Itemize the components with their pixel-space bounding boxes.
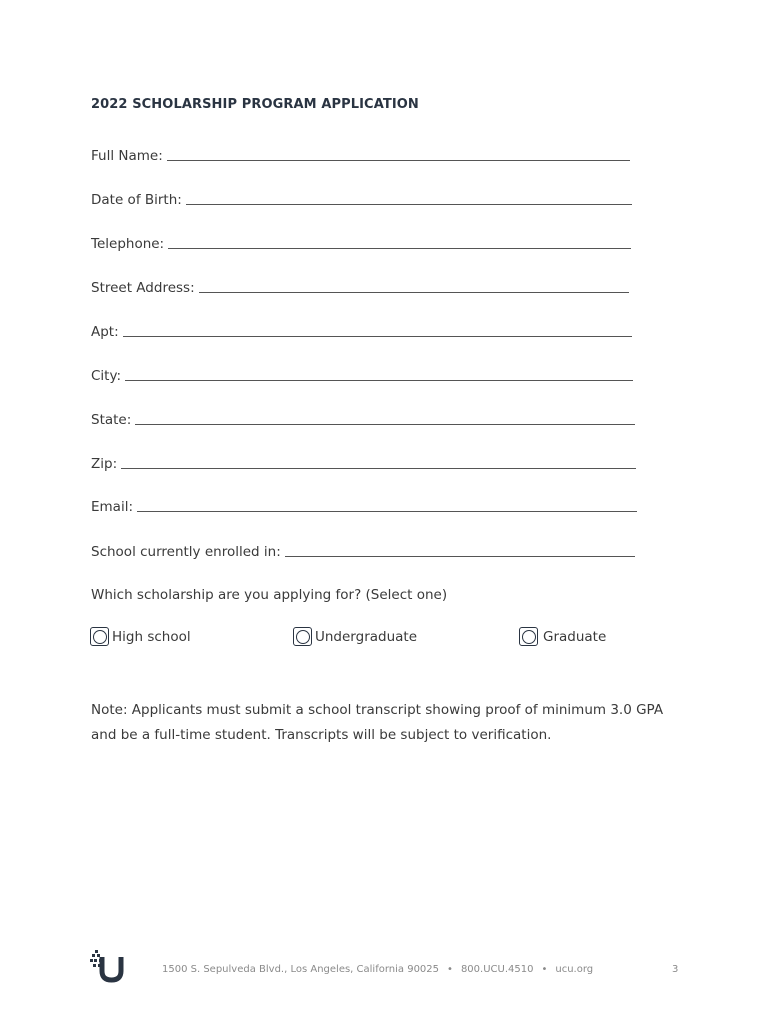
full-name-label: Full Name: bbox=[91, 148, 163, 164]
date-of-birth-field[interactable] bbox=[91, 192, 632, 208]
apt-label: Apt: bbox=[91, 324, 119, 340]
transcript-note: Note: Applicants must submit a school transcript showing proof of minimum 3.0 GPA and be a full-time student. Transcripts will be subject to verification. bbox=[91, 702, 664, 743]
footer-address: 1500 S. Sepulveda Blvd., Los Angeles, California 90025 bbox=[162, 964, 440, 975]
apt-field[interactable] bbox=[91, 324, 632, 340]
radio-circle-icon bbox=[522, 630, 536, 644]
city-field[interactable] bbox=[91, 368, 633, 384]
zip-field[interactable] bbox=[91, 456, 636, 472]
zip-line[interactable] bbox=[121, 467, 636, 469]
graduate-label: Graduate bbox=[543, 628, 607, 645]
city-line[interactable] bbox=[125, 379, 633, 381]
footer-website: ucu.org bbox=[555, 964, 594, 975]
date-of-birth-label: Date of Birth: bbox=[91, 192, 182, 208]
form-title: 2022 SCHOLARSHIP PROGRAM APPLICATION bbox=[91, 97, 419, 112]
school-enrolled-label: School currently enrolled in: bbox=[91, 544, 281, 560]
scholarship-question: Which scholarship are you applying for? (Select one) bbox=[91, 587, 448, 603]
graduate-radio[interactable] bbox=[519, 627, 538, 646]
state-line[interactable] bbox=[135, 423, 635, 425]
full-name-line[interactable] bbox=[167, 159, 630, 161]
apt-line[interactable] bbox=[123, 335, 632, 337]
radio-circle-icon bbox=[93, 630, 107, 644]
school-enrolled-line[interactable] bbox=[285, 555, 635, 557]
zip-label: Zip: bbox=[91, 456, 118, 472]
undergraduate-label: Undergraduate bbox=[315, 628, 418, 645]
telephone-line[interactable] bbox=[168, 247, 631, 249]
footer-separator: • bbox=[541, 964, 548, 975]
radio-circle-icon bbox=[296, 630, 310, 644]
footer-separator: • bbox=[447, 964, 453, 975]
street-address-field[interactable] bbox=[91, 280, 629, 296]
page-number: 3 bbox=[672, 964, 679, 975]
street-address-label: Street Address: bbox=[91, 280, 195, 296]
email-line[interactable] bbox=[137, 510, 637, 512]
footer-phone: 800.UCU.4510 bbox=[460, 964, 534, 975]
footer-contact bbox=[162, 964, 593, 975]
telephone-field[interactable] bbox=[91, 236, 631, 252]
high-school-radio[interactable] bbox=[90, 627, 109, 646]
state-field[interactable] bbox=[91, 412, 635, 428]
option-high-school[interactable] bbox=[90, 627, 191, 646]
undergraduate-radio[interactable] bbox=[293, 627, 312, 646]
date-of-birth-line[interactable] bbox=[186, 203, 632, 205]
state-label: State: bbox=[91, 412, 132, 428]
option-undergraduate[interactable] bbox=[293, 627, 417, 646]
city-label: City: bbox=[91, 368, 122, 384]
ucu-logo-icon bbox=[89, 949, 129, 983]
email-label: Email: bbox=[91, 499, 134, 515]
email-field[interactable] bbox=[91, 499, 637, 515]
telephone-label: Telephone: bbox=[91, 236, 165, 252]
street-address-line[interactable] bbox=[199, 291, 629, 293]
high-school-label: High school bbox=[112, 628, 191, 645]
option-graduate[interactable] bbox=[519, 627, 606, 646]
full-name-field[interactable] bbox=[91, 148, 630, 164]
school-enrolled-field[interactable] bbox=[91, 544, 635, 560]
